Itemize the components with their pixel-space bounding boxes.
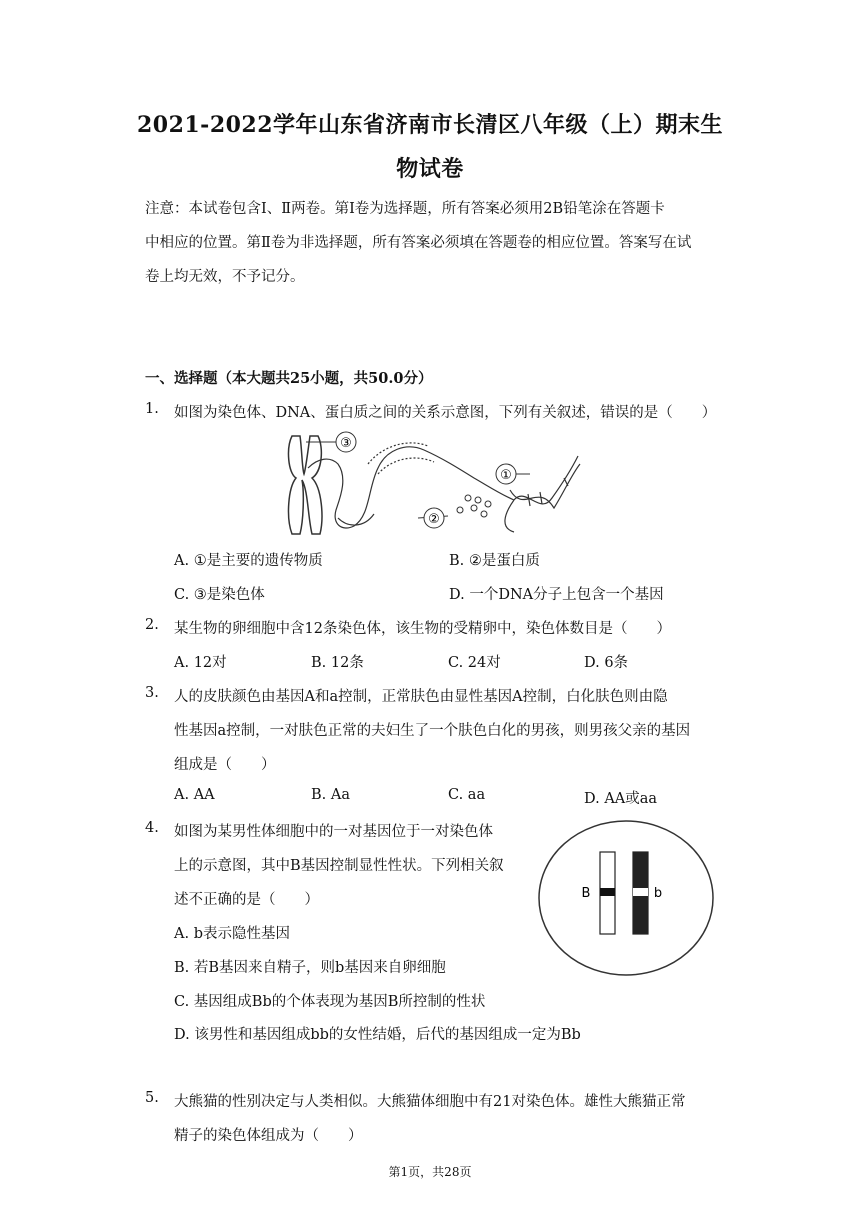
q1-option-b: B. ②是蛋白质 bbox=[449, 553, 540, 569]
figure-label-2: ② bbox=[428, 512, 440, 527]
question-5-number: 5. bbox=[145, 1090, 159, 1106]
q1-option-a: A. ①是主要的遗传物质 bbox=[174, 553, 323, 569]
q4-option-d: D. 该男性和基因组成bb的女性结婚，后代的基因组成一定为Bb bbox=[174, 1027, 581, 1043]
question-4-line-3: 述不正确的是（ ） bbox=[174, 892, 319, 908]
exam-title-line2: 物试卷 bbox=[396, 156, 464, 182]
dna-helix bbox=[505, 456, 580, 532]
q4-option-a: A. b表示隐性基因 bbox=[174, 926, 290, 942]
gene-band-B bbox=[600, 888, 615, 896]
notice-line-1: 注意：本试卷包含Ⅰ、Ⅱ两卷。第Ⅰ卷为选择题，所有答案必须用2B铅笔涂在答题卡 bbox=[145, 201, 665, 217]
question-4-line-2: 上的示意图，其中B基因控制显性性状。下列相关叙 bbox=[174, 858, 504, 874]
question-3-number: 3. bbox=[145, 685, 159, 701]
q2-option-b: B. 12条 bbox=[311, 655, 364, 671]
q3-option-c: C. aa bbox=[448, 787, 486, 803]
question-3-line-1: 人的皮肤颜色由基因A和a控制，正常肤色由显性基因A控制，白化肤色则由隐 bbox=[174, 689, 668, 705]
gene-pair-figure bbox=[536, 818, 716, 978]
question-2-text: 某生物的卵细胞中含12条染色体，该生物的受精卵中，染色体数目是（ ） bbox=[174, 621, 671, 637]
q3-option-b: B. Aa bbox=[311, 787, 350, 803]
figure-label-3: ③ bbox=[340, 436, 352, 451]
gene-label-B: B bbox=[581, 886, 591, 901]
chromatin-coil bbox=[308, 443, 514, 528]
chromosome-drawing bbox=[289, 436, 322, 534]
question-4-line-1: 如图为某男性体细胞中的一对基因位于一对染色体 bbox=[174, 824, 493, 840]
question-4-number: 4. bbox=[145, 820, 159, 836]
section-title: 一、选择题（本大题共25小题，共50.0分） bbox=[145, 370, 433, 387]
gene-band-b bbox=[633, 888, 648, 896]
q2-option-d: D. 6条 bbox=[584, 655, 629, 671]
gene-label-b: b bbox=[653, 886, 663, 901]
question-1-number: 1. bbox=[145, 401, 159, 417]
q1-option-d: D. 一个DNA分子上包含一个基因 bbox=[449, 587, 664, 603]
question-5-line-1: 大熊猫的性别决定与人类相似。大熊猫体细胞中有21对染色体。雄性大熊猫正常 bbox=[174, 1094, 686, 1110]
notice-line-2: 中相应的位置。第Ⅱ卷为非选择题，所有答案必须填在答题卷的相应位置。答案写在试 bbox=[145, 235, 692, 251]
figure-label-1: ① bbox=[500, 468, 512, 483]
page-footer: 第1页，共28页 bbox=[388, 1165, 472, 1179]
question-1-text: 如图为染色体、DNA、蛋白质之间的关系示意图，下列有关叙述，错误的是（ ） bbox=[174, 405, 717, 421]
q3-option-a: A. AA bbox=[174, 787, 215, 803]
q2-option-a: A. 12对 bbox=[174, 655, 227, 671]
notice-line-3: 卷上均无效，不予记分。 bbox=[145, 269, 305, 285]
q4-option-c: C. 基因组成Bb的个体表现为基因B所控制的性状 bbox=[174, 994, 486, 1010]
question-3-line-3: 组成是（ ） bbox=[174, 757, 276, 773]
question-5-line-2: 精子的染色体组成为（ ） bbox=[174, 1128, 363, 1144]
q3-option-d: D. AA或aa bbox=[584, 791, 658, 807]
question-3-line-2: 性基因a控制，一对肤色正常的夫妇生了一个肤色白化的男孩，则男孩父亲的基因 bbox=[174, 723, 691, 739]
protein-beads bbox=[457, 495, 491, 517]
q4-option-b: B. 若B基因来自精子，则b基因来自卵细胞 bbox=[174, 960, 446, 976]
exam-title-line1: 2021-2022学年山东省济南市长清区八年级（上）期末生 bbox=[136, 112, 724, 138]
question-2-number: 2. bbox=[145, 617, 159, 633]
q1-option-c: C. ③是染色体 bbox=[174, 587, 265, 603]
q2-option-c: C. 24对 bbox=[448, 655, 501, 671]
chromosome-dna-figure bbox=[278, 428, 588, 540]
